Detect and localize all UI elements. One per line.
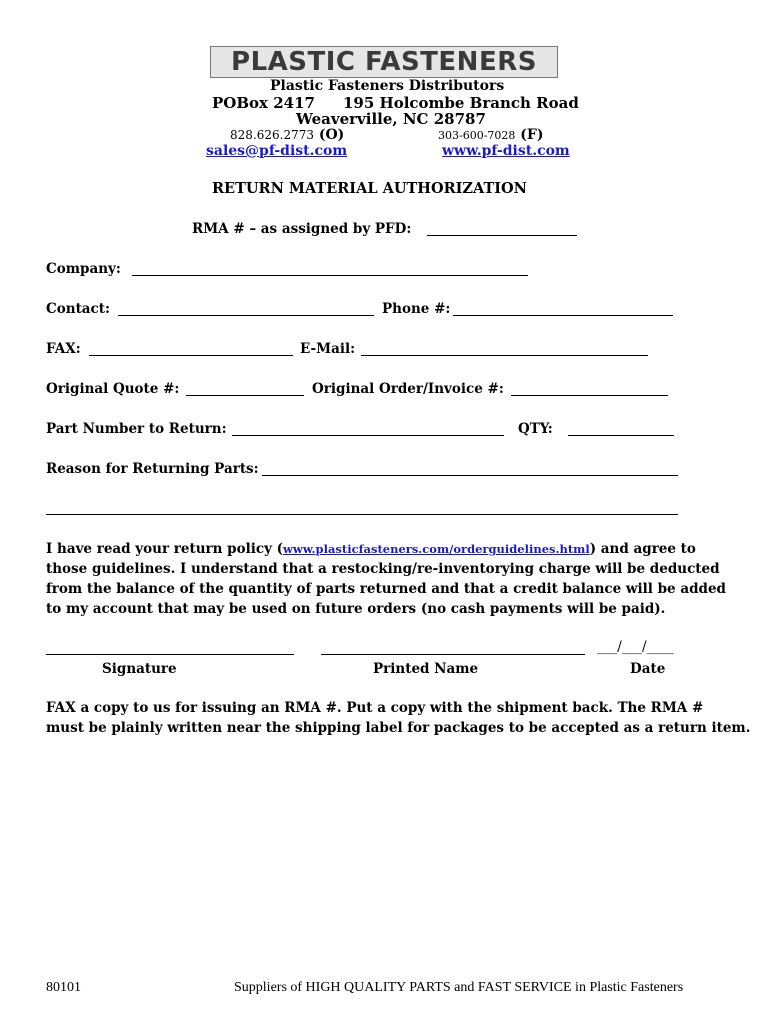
- signature-line[interactable]: [46, 654, 294, 655]
- company-logo: [210, 46, 558, 78]
- part-label: Part Number to Return:: [46, 421, 227, 437]
- policy-lead: I have read your return policy (: [46, 541, 284, 557]
- phone-input-line[interactable]: [453, 315, 673, 316]
- date-label: Date: [630, 661, 666, 677]
- reason-label: Reason for Returning Parts:: [46, 461, 259, 477]
- company-label: Company:: [46, 261, 121, 277]
- policy-paragraph: [46, 539, 726, 619]
- company-name: Plastic Fasteners Distributors: [270, 78, 505, 94]
- rma-input-line[interactable]: [427, 235, 577, 236]
- printed-name-line[interactable]: [321, 654, 585, 655]
- company-pobox: POBox 2417: [212, 94, 315, 112]
- date-blank[interactable]: ___/___/____: [597, 639, 674, 655]
- company-fax-row: [438, 127, 543, 143]
- company-fax: 303-600-7028: [438, 129, 516, 142]
- email-label: E-Mail:: [300, 341, 356, 357]
- company-input-line[interactable]: [132, 275, 528, 276]
- order-input-line[interactable]: [511, 395, 668, 396]
- company-phone-row: [230, 127, 344, 143]
- company-email-link[interactable]: sales@pf-dist.com: [206, 143, 348, 159]
- order-label: Original Order/Invoice #:: [312, 381, 504, 397]
- policy-url-link[interactable]: www.plasticfasteners.com/orderguidelines.html: [283, 542, 590, 556]
- contact-label: Contact:: [46, 301, 110, 317]
- fax-tag: (F): [520, 127, 544, 143]
- quote-label: Original Quote #:: [46, 381, 180, 397]
- policy-rest-first: ) and agree to: [589, 541, 696, 557]
- footer-tagline: Suppliers of HIGH QUALITY PARTS and FAST SERVICE in Plastic Fasteners: [234, 980, 684, 995]
- company-phone: 828.626.2773: [230, 128, 314, 142]
- fax-label: FAX:: [46, 341, 81, 357]
- email-input-line[interactable]: [361, 355, 648, 356]
- printed-name-label: Printed Name: [373, 661, 479, 677]
- qty-label: QTY:: [518, 421, 553, 437]
- quote-input-line[interactable]: [186, 395, 304, 396]
- policy-rest: those guidelines. I understand that a restocking/re-inventorying charge will be deducted from the balance of the quantity of parts returned and that a credit balance will be added to my account that may be used on future orders (no cash payments will be paid).: [46, 561, 726, 617]
- fax-input-line[interactable]: [89, 355, 293, 356]
- company-website-link[interactable]: www.pf-dist.com: [442, 143, 570, 159]
- phone-tag: (O): [318, 127, 345, 143]
- signature-label: Signature: [102, 661, 177, 677]
- rma-label: RMA # – as assigned by PFD:: [192, 221, 412, 237]
- company-city: Weaverville, NC 28787: [296, 110, 486, 128]
- contact-input-line[interactable]: [118, 315, 374, 316]
- phone-label: Phone #:: [382, 301, 451, 317]
- footer-code: 80101: [46, 980, 81, 995]
- instructions-line-1: FAX a copy to us for issuing an RMA #. Put a copy with the shipment back. The RMA #: [46, 700, 704, 716]
- company-street: 195 Holcombe Branch Road: [343, 94, 579, 112]
- form-title: RETURN MATERIAL AUTHORIZATION: [212, 180, 527, 197]
- reason-input-line-2[interactable]: [46, 514, 678, 515]
- part-input-line[interactable]: [232, 435, 504, 436]
- logo-text: PLASTIC FASTENERS: [231, 47, 537, 77]
- instructions-line-2: must be plainly written near the shipping label for packages to be accepted as a return item.: [46, 720, 751, 736]
- qty-input-line[interactable]: [568, 435, 674, 436]
- reason-input-line[interactable]: [262, 475, 678, 476]
